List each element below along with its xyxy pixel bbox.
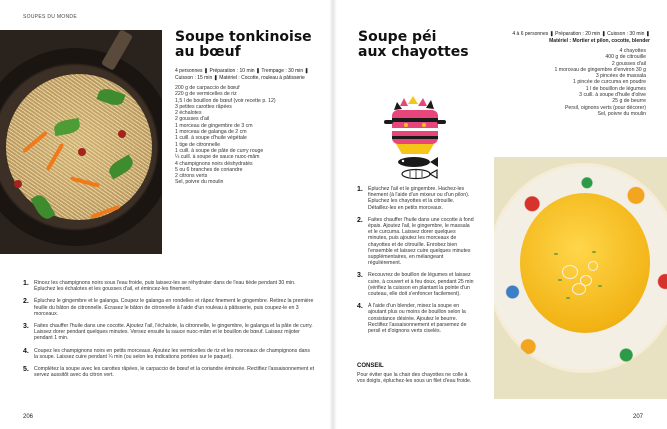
ingredient-item: 1 tige de citronnelle — [175, 141, 220, 148]
ingredient-item: 3 petites carottes râpées — [175, 103, 232, 110]
step-number: 1. — [357, 186, 363, 193]
tip-title: CONSEIL — [357, 363, 384, 369]
step-item — [23, 348, 315, 360]
page-number-left: 206 — [23, 414, 34, 420]
step-text: Faites chauffer l'huile dans une cocotte à fond épais. Ajoutez l'ail, le gingembre, le massala et le curcuma. Laissez dorer quelques minutes, puis ajoutez les morceaux de chayottes et de citrouille. Enrobez bien l'ensemble et laissez cuire quelques minutes supplémentaires, en mélangeant régulièrement. — [368, 216, 474, 267]
pot-illustration — [378, 96, 452, 182]
chayotte-soup-photo — [494, 157, 667, 399]
fish-illustration — [398, 157, 438, 179]
ingredient-item: 5 ou 6 branches de coriandre — [175, 166, 243, 173]
step-text: Rincez les champignons noirs sous l'eau froide, puis laissez-les se réhydrater dans de l'eau tiède pendant 30 min. Épluchez les échalotes et les gousses d'ail, et émincez-les finement. — [34, 280, 296, 293]
step-number: 4. — [357, 303, 363, 311]
page-gutter — [329, 0, 337, 429]
page-number-right: 207 — [632, 414, 643, 420]
onion-ring — [572, 283, 586, 295]
step-number: 1. — [23, 280, 29, 287]
step-item — [23, 280, 315, 292]
ingredient-item: 200 g de carpaccio de bœuf — [175, 85, 240, 91]
chili-slice — [78, 148, 86, 156]
meta-line: 4 personnes ❚ Préparation : 10 min ❚ Trempage : 30 min ❚ — [175, 68, 309, 74]
pot-contents — [394, 96, 434, 110]
ingredient-item: 1 morceau de galanga de 2 cm — [175, 129, 247, 136]
step-item — [357, 186, 475, 211]
step-item — [357, 303, 475, 334]
step-text: Épluchez le gingembre et le galanga. Coupez le galanga en rondelles et râpez finement le gingembre. Retirez la première feuille du bâton de citronnelle. Écrasez le bâton de citronnelle à l'aide d'un rouleau à pâtisserie, puis coupez-le en 3 morceaux. — [34, 298, 314, 317]
recipe-meta-tonkinoise — [175, 68, 315, 82]
section-label: SOUPES DU MONDE — [23, 14, 77, 20]
meta-line: Cuisson : 15 min ❚ Matériel : Cocotte, rouleau à pâtisserie — [175, 75, 305, 81]
tip-box — [357, 363, 475, 384]
ingredient-item: 4 chayottes — [619, 48, 646, 54]
ingredient-item: Sel, poivre du moulin — [175, 179, 224, 186]
ingredient-item: 1 l de bouillon de légumes — [585, 85, 646, 92]
step-number: 5. — [23, 366, 29, 374]
step-number: 2. — [357, 216, 363, 224]
step-item — [23, 298, 315, 317]
ingredient-item: 1 cuill. à soupe d'huile végétale — [175, 135, 247, 142]
step-list-chayottes — [357, 186, 475, 340]
step-text: Coupez les champignons noirs en petits morceaux. Ajoutez les vermicelles de riz et les morceaux de champignons dans la soupe. Laissez cuire pendant ¼ min (ou selon les indications portées sur le paquet). — [34, 347, 310, 360]
ingredient-item: 2 citrons verts — [175, 173, 208, 180]
bowl — [396, 144, 434, 154]
step-item — [357, 217, 475, 267]
ingredient-item: 1,5 l de bouillon de bœuf (voir recette p. 12) — [175, 97, 276, 104]
step-text: À l'aide d'un blender, mixez la soupe en ajoutant plus ou moins de bouillon selon la consistance désirée. Ajoutez le beurre. Rectifiez l'assaisonnement et parsemez de persil et d'oignons verts ciselés. — [368, 303, 467, 335]
ingredient-item: 400 g de citrouille — [605, 54, 646, 61]
ingredient-item: ¼ cuill. à soupe de sauce nuoc-mâm — [175, 154, 260, 161]
step-item — [23, 366, 315, 378]
ingredient-item: 2 échalotes — [175, 110, 202, 117]
ingredient-item: 2 gousses d'ail — [611, 60, 646, 67]
recipe-title-tonkinoise — [175, 30, 325, 60]
herb-bit — [592, 251, 596, 253]
ingredient-item: 220 g de vermicelles de riz — [175, 91, 237, 98]
step-text: Complétez la soupe avec les carottes râpées, le carpaccio de bœuf et la coriandre émincée. Rectifiez l'assaisonnement et servez aussitôt avec du citron vert. — [34, 366, 315, 379]
meta-line: Matériel : Mortier et pilon, cocotte, blender — [549, 38, 650, 44]
ingredient-item: 2 gousses d'ail — [175, 116, 210, 123]
step-text: Recouvrez de bouillon de légumes et laissez cuire, à couvert et à feu doux, pendant 25 min (vérifiez la cuisson en plantant la pointe d'un couteau, elle doit s'enfoncer facilement). — [368, 272, 474, 298]
ingredient-item: 3 cuill. à soupe d'huile d'olive — [579, 92, 646, 99]
herb-bit — [558, 279, 562, 281]
herb-bit — [554, 253, 558, 255]
ingredient-item: 3 pincées de massala — [595, 73, 646, 80]
herb-bit — [566, 297, 570, 299]
meta-line: 4 à 6 personnes ❚ Préparation : 20 min ❚ Cuisson : 30 min ❚ — [512, 31, 650, 37]
title-line: au bœuf — [175, 44, 241, 60]
ingredient-item: 1 cuill. à soupe de pâte de curry rouge — [175, 147, 264, 154]
tip-text: Pour éviter que la chair des chayottes ne colle à vos doigts, épluchez-les sous un filet d'eau froide. — [357, 372, 472, 385]
ingredient-item: Persil, oignons verts (pour décorer) — [564, 104, 646, 111]
recipe-title-chayottes — [358, 30, 508, 60]
step-number: 3. — [357, 272, 363, 280]
ingredient-item: 1 morceau de gingembre de 3 cm — [175, 122, 253, 129]
ingredient-item: 4 champignons noirs déshydratés — [175, 160, 253, 167]
step-number: 2. — [23, 298, 29, 306]
ingredient-list-chayottes — [500, 48, 646, 117]
step-item — [357, 272, 475, 297]
ingredient-item: 25 g de beurre — [612, 98, 646, 105]
ingredient-list-tonkinoise — [175, 85, 315, 186]
step-text: Faites chauffer l'huile dans une cocotte. Ajoutez l'ail, l'échalote, la citronnelle, le gingembre, le galanga et la pâte de curry. Laissez dorer pendant quelques minutes. Versez ensuite la sauce nuoc-mâm et le bouillon de bœuf. Laissez mijoter pendant 1 min. — [34, 323, 313, 342]
chili-slice — [118, 130, 126, 138]
onion-ring — [562, 265, 578, 279]
step-list-tonkinoise — [23, 280, 315, 384]
title-line: Soupe péi — [358, 29, 437, 45]
step-number: 4. — [23, 347, 29, 355]
step-text: Épluchez l'ail et le gingembre. Hachez-les finement (à l'aide d'un mixeur ou d'un pilon). Épluchez les chayottes et la citrouille. Détaillez-les en petits morceaux. — [368, 186, 470, 211]
title-line: Soupe tonkinoise — [175, 29, 312, 45]
herb-bit — [598, 285, 602, 287]
tonkinoise-soup-photo — [0, 30, 162, 254]
chili-slice — [14, 180, 22, 188]
onion-ring — [588, 261, 598, 271]
recipe-meta-chayottes — [500, 31, 650, 45]
title-line: aux chayottes — [358, 44, 469, 60]
soup-bowl — [520, 193, 650, 333]
ingredient-item: 1 pincée de curcuma en poudre — [573, 79, 646, 86]
step-item — [23, 323, 315, 342]
step-number: 3. — [23, 323, 29, 331]
ingredient-item: 1 morceau de gingembre d'environ 30 g — [554, 66, 646, 73]
ingredient-item: Sel, poivre du moulin — [597, 110, 646, 117]
